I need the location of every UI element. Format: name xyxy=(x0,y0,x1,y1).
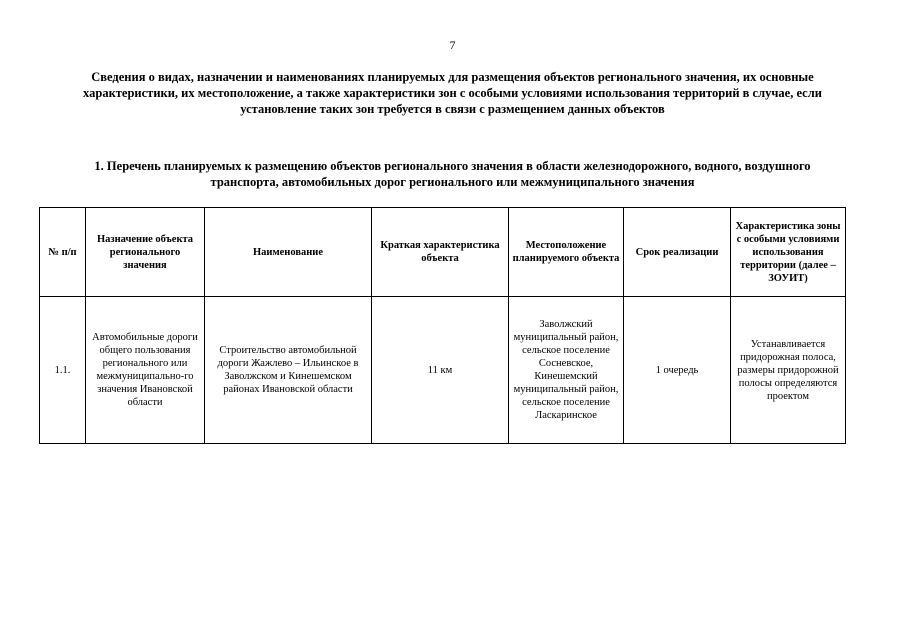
header-zone: Характеристика зоны с особыми условиями использования территории (далее – ЗОУИТ) xyxy=(731,208,846,297)
header-number: № п/п xyxy=(40,208,86,297)
cell-location: Заволжский муниципальный район, сельское поселение Сосневское, Кинешемский муниципальный район, сельское поселение Ласкаринское xyxy=(509,297,624,444)
section-title: 1. Перечень планируемых к размещению объектов регионального значения в области железнодорожного, водного, воздушного транспорта, автомобильных дорог регионального или межмуниципального значения xyxy=(94,159,811,189)
objects-table xyxy=(39,207,846,444)
cell-term: 1 очередь xyxy=(624,297,731,444)
header-term: Срок реализации xyxy=(624,208,731,297)
cell-characteristic: 11 км xyxy=(372,297,509,444)
header-characteristic: Краткая характеристика объекта xyxy=(372,208,509,297)
document-title: Сведения о видах, назначении и наименованиях планируемых для размещения объектов регионального значения, их основные характеристики, их местоположение, а также характеристики зон с особыми условиями использования территорий в случае, если установление таких зон требуется в связи с размещением данных объектов xyxy=(83,70,822,116)
table-row xyxy=(40,297,846,444)
table-header-row xyxy=(40,208,846,297)
cell-name: Строительство автомобильной дороги Жажлево – Ильинское в Заволжском и Кинешемском районах Ивановской области xyxy=(205,297,372,444)
header-location: Местоположение планируемого объекта xyxy=(509,208,624,297)
header-name: Наименование xyxy=(205,208,372,297)
cell-zone: Устанавливается придорожная полоса, размеры придорожной полосы определяются проектом xyxy=(731,297,846,444)
cell-purpose: Автомобильные дороги общего пользования регионального или межмуниципально-го значения Ивановской области xyxy=(86,297,205,444)
cell-number: 1.1. xyxy=(40,297,86,444)
header-purpose: Назначение объекта регионального значения xyxy=(86,208,205,297)
page-number: 7 xyxy=(449,38,456,52)
